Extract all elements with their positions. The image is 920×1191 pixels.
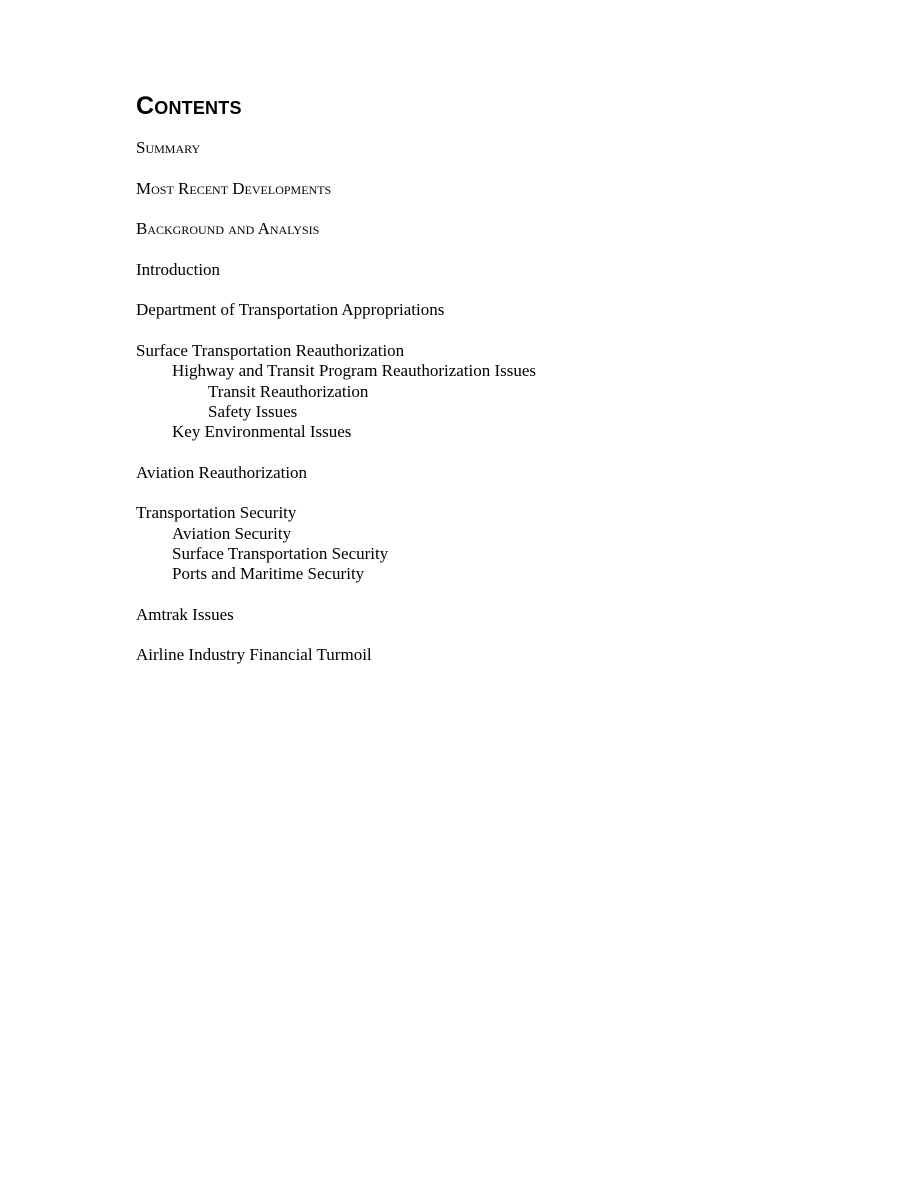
toc-entry[interactable]: Surface Transportation Reauthorization [136,340,405,360]
toc-entry[interactable]: Department of Transportation Appropriations [136,300,445,320]
toc-subsubentry[interactable]: Safety Issues [208,401,298,421]
table-of-contents [136,138,880,666]
toc-subentry[interactable]: Aviation Security [172,523,292,543]
toc-entry[interactable]: Most Recent Developments [136,178,332,198]
toc-entry[interactable]: Introduction [136,259,221,279]
toc-entry[interactable]: Summary [136,138,201,157]
toc-subentry[interactable]: Surface Transportation Security [172,543,389,563]
toc-entry[interactable]: Amtrak Issues [136,604,234,624]
toc-entry[interactable]: Airline Industry Financial Turmoil [136,645,372,665]
toc-entry[interactable]: Background and Analysis [136,219,320,239]
document-page [136,92,880,666]
toc-subentry[interactable]: Key Environmental Issues [172,422,352,442]
contents-heading: Contents [136,92,242,120]
toc-subentry[interactable]: Ports and Maritime Security [172,564,365,584]
toc-subentry[interactable]: Highway and Transit Program Reauthorization Issues [172,361,537,381]
toc-subsubentry[interactable]: Transit Reauthorization [208,381,369,401]
toc-entry[interactable]: Transportation Security [136,503,297,523]
toc-entry[interactable]: Aviation Reauthorization [136,462,308,482]
